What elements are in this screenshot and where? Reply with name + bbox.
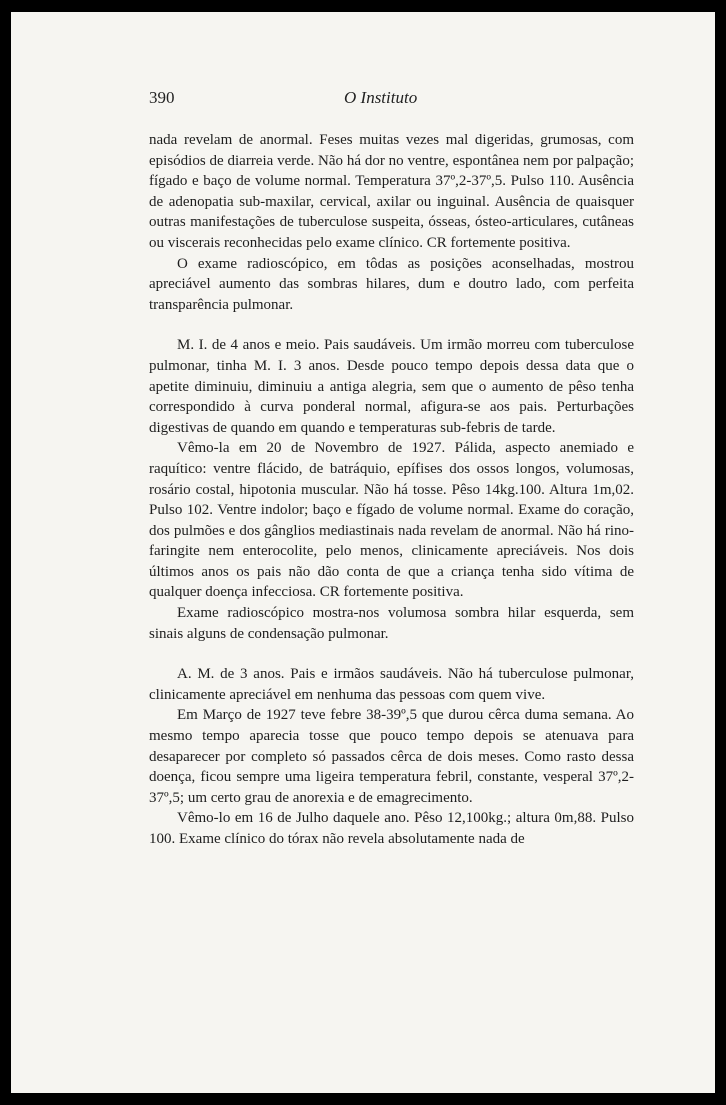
paragraph-radioscopy-2: Exame radioscópico mostra-nos volumosa sombra hilar esquerda, sem sinais alguns de condensação pulmonar. xyxy=(149,605,634,642)
paragraph-am-exam: Vêmo-lo em 16 de Julho daquele ano. Pêso 12,100kg.; altura 0m,88. Pulso 100. Exame clínico do tórax não revela absolutamente nada de xyxy=(149,810,634,847)
paragraph-case-mi: M. I. de 4 anos e meio. Pais saudáveis. Um irmão morreu com tuberculose pulmonar, tinha M. I. 3 anos. Desde pouco tempo depois dessa data que o apetite diminuiu, diminuiu a antiga alegria, sem que o aumento de pêso tenha correspondido à curva ponderal normal, afigura-se aos pais. Perturbações digestivas de quando em quando e temperaturas sub-febris de tarde. xyxy=(149,337,634,436)
paragraph-am-history: Em Março de 1927 teve febre 38-39º,5 que durou cêrca duma semana. Ao mesmo tempo aparecia tosse que pouco tempo depois se atenuava para desaparecer por completo só passados cêrca de dois meses. Como rasto dessa doença, ficou sempre uma ligeira temperatura febril, constante, vesperal 37º,2-37º,5; um certo grau de anorexia e de emagrecimento. xyxy=(149,707,634,806)
page-number: 390 xyxy=(149,88,175,107)
paragraph-case-am: A. M. de 3 anos. Pais e irmãos saudáveis. Não há tuberculose pulmonar, clinicamente apreciável em nenhuma das pessoas com quem vive. xyxy=(149,666,634,703)
running-title: O Instituto xyxy=(344,88,418,107)
body-text xyxy=(149,130,634,850)
paragraph-radioscopy-1: O exame radioscópico, em tôdas as posições aconselhadas, mostrou apreciável aumento das sombras hilares, dum e doutro lado, com perfeita transparência pulmonar. xyxy=(149,255,634,313)
paragraph-mi-exam: Vêmo-la em 20 de Novembro de 1927. Pálida, aspecto anemiado e raquítico: ventre flácido, de batráquio, epífises dos ossos longos, volumosas, rosário costal, hipotonia muscular. Não há tosse. Pêso 14kg.100. Altura 1m,02. Pulso 102. Ventre indolor; baço e fígado de volume normal. Exame do coração, dos pulmões e dos gânglios mediastinais nada revelam de anormal. Não há rino-faringite nem enterocolite, pelo menos, clinicamente apreciáveis. Nos dois últimos anos os pais não dão conta de que a criança tenha sido vítima de qualquer doença infecciosa. CR fortemente positiva. xyxy=(149,440,634,601)
page-header xyxy=(149,88,633,112)
document-page xyxy=(11,12,715,1093)
paragraph-continuation: nada revelam de anormal. Feses muitas vezes mal digeridas, grumosas, com episódios de diarreia verde. Não há dor no ventre, espontânea nem por palpação; fígado e baço de volume normal. Temperatura 37º,2-37º,5. Pulso 110. Ausência de adenopatia sub-maxilar, cervical, axilar ou inguinal. Ausência de quaisquer outras manifestações de tuberculose suspeita, ósseas, ósteo-articulares, cutâneas ou viscerais reconhecidas pelo exame clínico. CR fortemente positiva. xyxy=(149,132,634,251)
